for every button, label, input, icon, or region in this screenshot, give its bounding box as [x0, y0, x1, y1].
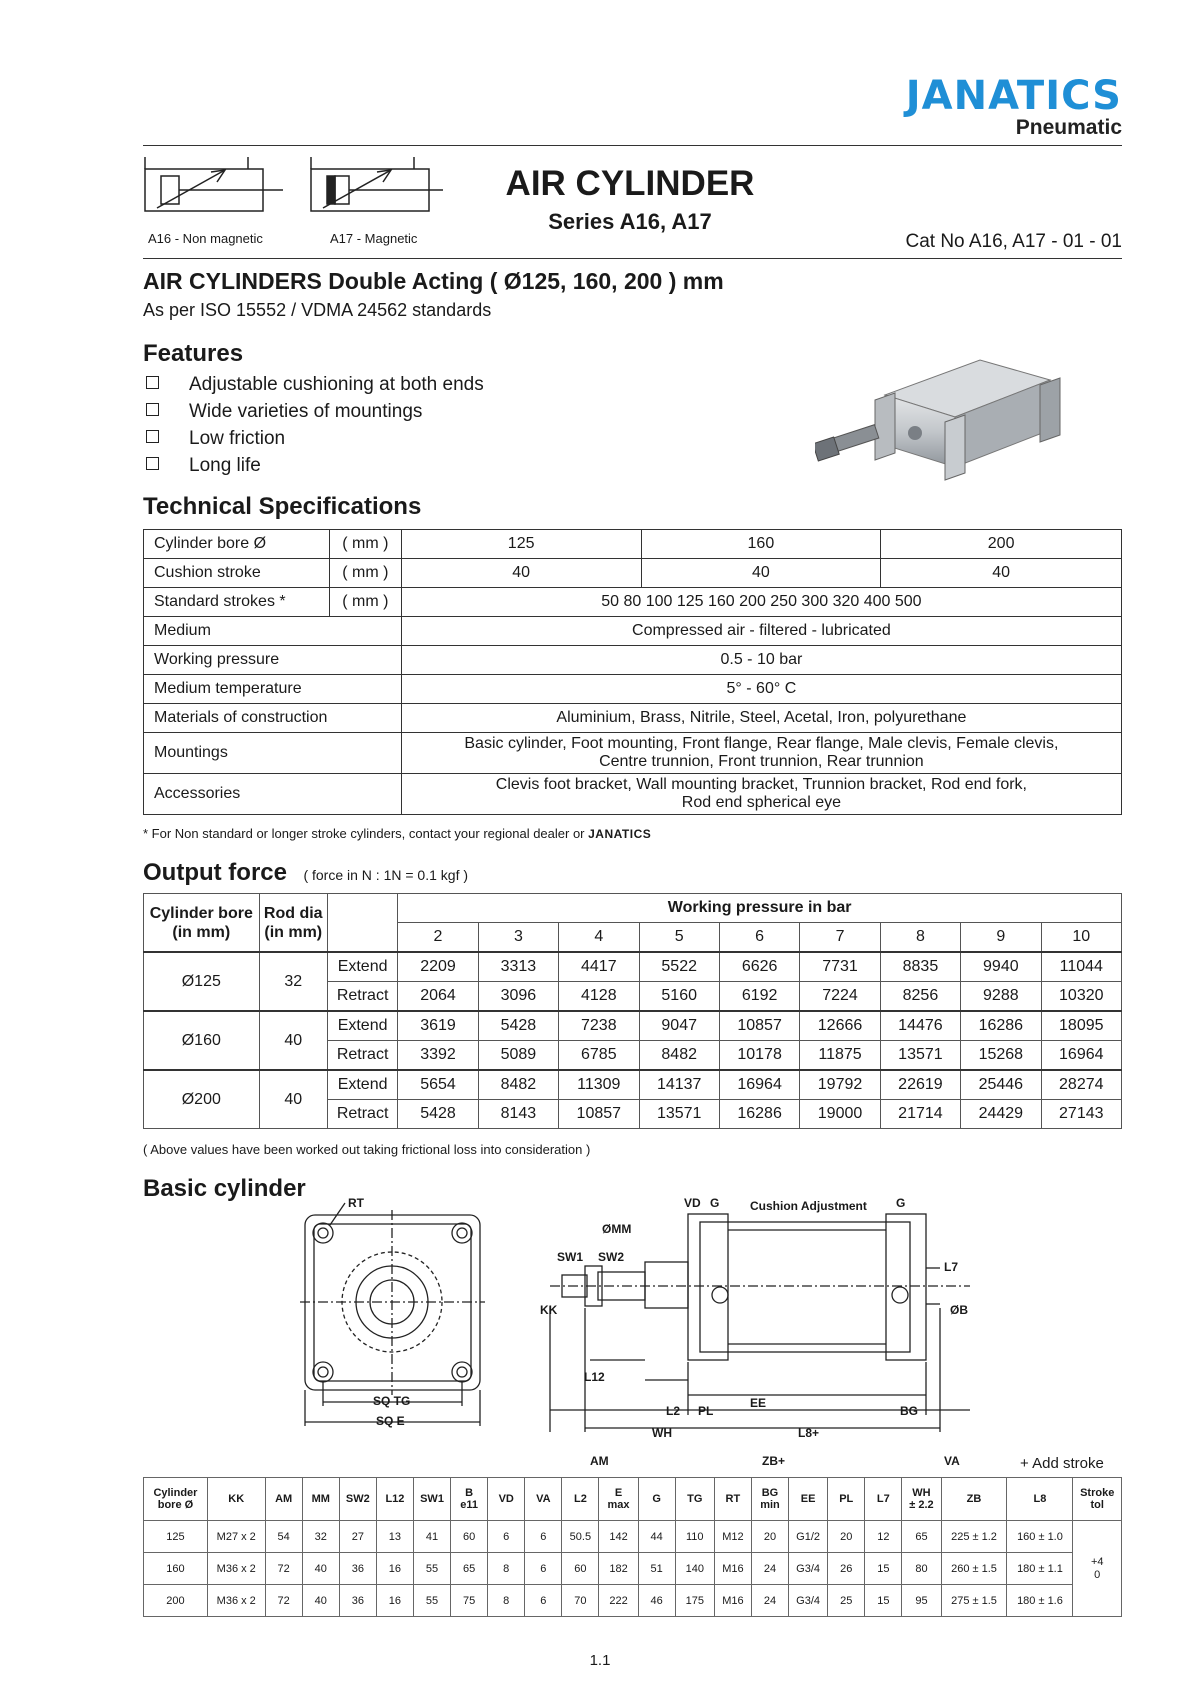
page-title: AIR CYLINDER — [505, 164, 755, 203]
side-view-drawing — [540, 1200, 990, 1480]
force-cell: 6192 — [719, 982, 799, 1012]
table-row — [144, 675, 1122, 704]
dims-cell: G1/2 — [789, 1521, 828, 1553]
force-cell: 25446 — [961, 1070, 1041, 1100]
dims-col-header: BG min — [751, 1478, 788, 1521]
force-cell: 3096 — [478, 982, 558, 1012]
label-am: AM — [590, 1454, 609, 1468]
label-zb: ZB+ — [762, 1454, 786, 1468]
direction-cell: Extend — [327, 1011, 397, 1041]
spec-value: 40 — [641, 559, 881, 588]
dims-cell: 51 — [638, 1553, 675, 1585]
force-cell: 16286 — [961, 1011, 1041, 1041]
dims-col-header: Cylinder bore Ø — [144, 1478, 208, 1521]
dims-cell: 46 — [638, 1585, 675, 1617]
table-row — [144, 733, 1122, 774]
pressure-header: 8 — [880, 923, 960, 953]
force-cell: 2064 — [398, 982, 478, 1012]
spec-label: Accessories — [144, 774, 402, 815]
force-cell: 3392 — [398, 1041, 478, 1071]
series-title: Series A16, A17 — [548, 209, 712, 234]
catalog-number: Cat No A16, A17 - 01 - 01 — [905, 231, 1122, 252]
col-header-rod: Rod dia (in mm) — [259, 894, 327, 953]
force-cell: 21714 — [880, 1100, 960, 1129]
label-kk: KK — [540, 1303, 558, 1317]
dims-cell: M16 — [714, 1585, 751, 1617]
dims-cell: 160 — [144, 1553, 208, 1585]
dims-cell: 95 — [902, 1585, 941, 1617]
dims-cell: 15 — [865, 1553, 902, 1585]
force-cell: 5089 — [478, 1041, 558, 1071]
pressure-header: 7 — [800, 923, 880, 953]
force-cell: 24429 — [961, 1100, 1041, 1129]
header-rule-bottom — [143, 258, 1122, 259]
pressure-header: 2 — [398, 923, 478, 953]
table-row — [144, 646, 1122, 675]
dims-cell: 55 — [413, 1553, 450, 1585]
label-l8: L8+ — [798, 1426, 820, 1440]
symbol-label-a16: A16 - Non magnetic — [148, 231, 263, 246]
dims-col-header: WH ± 2.2 — [902, 1478, 941, 1521]
force-cell: 16964 — [1041, 1041, 1121, 1071]
cylinder-product-image — [815, 345, 1070, 495]
dims-cell: 260 ± 1.5 — [941, 1553, 1007, 1585]
dims-cell: G3/4 — [789, 1553, 828, 1585]
force-cell: 15268 — [961, 1041, 1041, 1071]
header-rule-top — [143, 145, 1122, 146]
table-row — [144, 617, 1122, 646]
table-row — [144, 1011, 1122, 1041]
dims-cell: 8 — [488, 1585, 525, 1617]
feature-item: Wide varieties of mountings — [146, 401, 422, 423]
dims-cell: 15 — [865, 1585, 902, 1617]
force-cell: 5428 — [478, 1011, 558, 1041]
spec-value: Compressed air - filtered - lubricated — [401, 617, 1121, 646]
direction-cell: Extend — [327, 952, 397, 982]
spec-value: Aluminium, Brass, Nitrile, Steel, Acetal, Iron, polyurethane — [401, 704, 1121, 733]
output-heading: Output force — [143, 859, 287, 886]
checkbox-icon — [146, 376, 159, 389]
features-heading: Features — [143, 340, 244, 367]
dims-cell: 50.5 — [562, 1521, 599, 1553]
force-cell: 27143 — [1041, 1100, 1121, 1129]
rod-cell: 40 — [259, 1070, 327, 1129]
dims-col-header: G — [638, 1478, 675, 1521]
dims-col-header: SW1 — [413, 1478, 450, 1521]
force-cell: 13571 — [880, 1041, 960, 1071]
force-cell: 5522 — [639, 952, 719, 982]
pressure-header: 5 — [639, 923, 719, 953]
pressure-header: 3 — [478, 923, 558, 953]
dims-cell: 6 — [525, 1585, 562, 1617]
dims-col-header: RT — [714, 1478, 751, 1521]
checkbox-icon — [146, 457, 159, 470]
dims-cell: M12 — [714, 1521, 751, 1553]
spec-unit: ( mm ) — [329, 530, 401, 559]
table-row — [144, 894, 1122, 923]
dims-cell: 65 — [451, 1553, 488, 1585]
cylinder-symbols-icon — [143, 152, 443, 230]
force-cell: 3313 — [478, 952, 558, 982]
force-cell: 8835 — [880, 952, 960, 982]
rod-cell: 32 — [259, 952, 327, 1011]
spec-value: 40 — [881, 559, 1122, 588]
force-cell: 10857 — [559, 1100, 639, 1129]
label-g2: G — [896, 1196, 906, 1210]
spec-value: 125 — [401, 530, 641, 559]
page-number: 1.1 — [589, 1652, 611, 1669]
direction-cell: Extend — [327, 1070, 397, 1100]
dims-cell: 225 ± 1.2 — [941, 1521, 1007, 1553]
dims-col-header: KK — [207, 1478, 265, 1521]
col-header-pressure: Working pressure in bar — [398, 894, 1122, 923]
dims-cell: 70 — [562, 1585, 599, 1617]
force-cell: 14137 — [639, 1070, 719, 1100]
dims-cell: 275 ± 1.5 — [941, 1585, 1007, 1617]
force-cell: 4417 — [559, 952, 639, 982]
spec-label: Mountings — [144, 733, 402, 774]
force-cell: 18095 — [1041, 1011, 1121, 1041]
label-g1: G — [710, 1196, 720, 1210]
table-row — [144, 588, 1122, 617]
force-cell: 11044 — [1041, 952, 1121, 982]
force-cell: 5160 — [639, 982, 719, 1012]
force-cell: 10178 — [719, 1041, 799, 1071]
label-sw1: SW1 — [557, 1250, 584, 1264]
dims-col-header: AM — [265, 1478, 302, 1521]
spec-value: 160 — [641, 530, 881, 559]
col-header-blank — [327, 894, 397, 953]
spec-unit: ( mm ) — [329, 588, 401, 617]
dims-cell: M27 x 2 — [207, 1521, 265, 1553]
dims-cell: 65 — [902, 1521, 941, 1553]
dims-col-header: EE — [789, 1478, 828, 1521]
dims-col-header: B e11 — [451, 1478, 488, 1521]
force-cell: 7224 — [800, 982, 880, 1012]
dims-cell: 16 — [376, 1585, 413, 1617]
dims-cell: 6 — [525, 1553, 562, 1585]
dims-col-header: PL — [828, 1478, 865, 1521]
spec-value: 40 — [401, 559, 641, 588]
force-cell: 6785 — [559, 1041, 639, 1071]
feature-item: Long life — [146, 455, 261, 477]
dims-cell: 20 — [828, 1521, 865, 1553]
table-row — [144, 774, 1122, 815]
dims-col-header: VD — [488, 1478, 525, 1521]
dims-cell: 180 ± 1.1 — [1007, 1553, 1073, 1585]
dims-cell: 32 — [302, 1521, 339, 1553]
table-row — [144, 1585, 1122, 1617]
force-cell: 22619 — [880, 1070, 960, 1100]
spec-label: Materials of construction — [144, 704, 402, 733]
dims-cell: 60 — [451, 1521, 488, 1553]
dims-cell: 125 — [144, 1521, 208, 1553]
dimensions-table — [143, 1477, 1122, 1617]
dims-cell: 110 — [675, 1521, 714, 1553]
label-pl: PL — [698, 1404, 714, 1418]
force-cell: 10857 — [719, 1011, 799, 1041]
force-cell: 9047 — [639, 1011, 719, 1041]
feature-item: Low friction — [146, 428, 285, 450]
dims-cell: 40 — [302, 1553, 339, 1585]
symbol-label-a17: A17 - Magnetic — [330, 231, 418, 246]
table-row — [144, 1553, 1122, 1585]
force-cell: 5428 — [398, 1100, 478, 1129]
label-cushion: Cushion Adjustment — [750, 1199, 867, 1213]
dims-col-header: SW2 — [339, 1478, 376, 1521]
dims-cell: 75 — [451, 1585, 488, 1617]
force-cell: 12666 — [800, 1011, 880, 1041]
checkbox-icon — [146, 403, 159, 416]
dims-cell: 13 — [376, 1521, 413, 1553]
dims-col-header: L2 — [562, 1478, 599, 1521]
dims-cell: 54 — [265, 1521, 302, 1553]
dims-col-header: E max — [599, 1478, 638, 1521]
dims-cell: 16 — [376, 1553, 413, 1585]
dims-col-header: MM — [302, 1478, 339, 1521]
dims-cell: 60 — [562, 1553, 599, 1585]
bore-cell: Ø200 — [144, 1070, 260, 1129]
force-cell: 8143 — [478, 1100, 558, 1129]
dims-cell: 55 — [413, 1585, 450, 1617]
dims-cell: 24 — [751, 1553, 788, 1585]
dims-cell: 140 — [675, 1553, 714, 1585]
force-cell: 19000 — [800, 1100, 880, 1129]
pressure-header: 9 — [961, 923, 1041, 953]
dims-col-header: VA — [525, 1478, 562, 1521]
label-b: ØB — [950, 1303, 968, 1317]
specs-table — [143, 529, 1122, 815]
checkbox-icon — [146, 430, 159, 443]
spec-label: Standard strokes * — [144, 588, 330, 617]
dims-cell: 12 — [865, 1521, 902, 1553]
output-subheading: ( force in N : 1N = 0.1 kgf ) — [303, 867, 469, 883]
dims-cell: 27 — [339, 1521, 376, 1553]
dims-cell: 80 — [902, 1553, 941, 1585]
dims-cell: 44 — [638, 1521, 675, 1553]
table-row — [144, 952, 1122, 982]
dims-cell: G3/4 — [789, 1585, 828, 1617]
force-cell: 8482 — [639, 1041, 719, 1071]
force-cell: 10320 — [1041, 982, 1121, 1012]
dims-cell: 182 — [599, 1553, 638, 1585]
label-wh: WH — [652, 1426, 672, 1440]
feature-item: Adjustable cushioning at both ends — [146, 374, 484, 396]
rod-cell: 40 — [259, 1011, 327, 1070]
label-vd: VD — [684, 1196, 701, 1210]
dims-cell: 25 — [828, 1585, 865, 1617]
dims-cell: 41 — [413, 1521, 450, 1553]
dims-col-header: TG — [675, 1478, 714, 1521]
force-cell: 19792 — [800, 1070, 880, 1100]
spec-value: 200 — [881, 530, 1122, 559]
force-cell: 28274 — [1041, 1070, 1121, 1100]
dims-cell: 222 — [599, 1585, 638, 1617]
label-l12: L12 — [584, 1370, 605, 1384]
pressure-header: 4 — [559, 923, 639, 953]
dims-cell: 8 — [488, 1553, 525, 1585]
table-row — [144, 559, 1122, 588]
pressure-header: 6 — [719, 923, 799, 953]
force-cell: 11875 — [800, 1041, 880, 1071]
spec-value: 5° - 60° C — [401, 675, 1121, 704]
spec-label: Medium temperature — [144, 675, 402, 704]
table-row — [144, 1070, 1122, 1100]
output-footnote: ( Above values have been worked out taking frictional loss into consideration ) — [143, 1142, 591, 1157]
dims-cell: M36 x 2 — [207, 1585, 265, 1617]
dims-cell: 6 — [525, 1521, 562, 1553]
force-cell: 14476 — [880, 1011, 960, 1041]
label-rt: RT — [348, 1196, 364, 1210]
bore-cell: Ø160 — [144, 1011, 260, 1070]
label-sqe: SQ E — [376, 1414, 405, 1428]
dims-cell: 72 — [265, 1585, 302, 1617]
dims-cell: 24 — [751, 1585, 788, 1617]
dims-col-header: Stroke tol — [1073, 1478, 1122, 1521]
label-va: VA — [944, 1454, 960, 1468]
dims-cell: 20 — [751, 1521, 788, 1553]
dims-col-header: L12 — [376, 1478, 413, 1521]
output-heading-row — [143, 859, 468, 887]
force-cell: 8482 — [478, 1070, 558, 1100]
dims-cell: 72 — [265, 1553, 302, 1585]
dims-col-header: L7 — [865, 1478, 902, 1521]
label-l7: L7 — [944, 1260, 959, 1274]
force-cell: 11309 — [559, 1070, 639, 1100]
dims-cell: M16 — [714, 1553, 751, 1585]
force-cell: 7731 — [800, 952, 880, 982]
table-row — [144, 530, 1122, 559]
direction-cell: Retract — [327, 1100, 397, 1129]
output-force-table — [143, 893, 1122, 1129]
spec-value: 50 80 100 125 160 200 250 300 320 400 500 — [401, 588, 1121, 617]
dims-cell: 142 — [599, 1521, 638, 1553]
table-row — [144, 1521, 1122, 1553]
intro-standard: As per ISO 15552 / VDMA 24562 standards — [143, 300, 492, 320]
force-cell: 4128 — [559, 982, 639, 1012]
direction-cell: Retract — [327, 982, 397, 1012]
force-cell: 16964 — [719, 1070, 799, 1100]
label-mm: ØMM — [602, 1222, 632, 1236]
footnote-brand-logo: JANATICS — [588, 827, 652, 841]
force-cell: 6626 — [719, 952, 799, 982]
spec-unit: ( mm ) — [329, 559, 401, 588]
dims-cell: 36 — [339, 1585, 376, 1617]
force-cell: 5654 — [398, 1070, 478, 1100]
basic-heading: Basic cylinder — [143, 1175, 306, 1202]
table-row — [144, 1478, 1122, 1521]
dims-cell: M36 x 2 — [207, 1553, 265, 1585]
label-bg: BG — [900, 1404, 918, 1418]
spec-value: Basic cylinder, Foot mounting, Front flange, Rear flange, Male clevis, Female clevis, Centre trunnion, Front trunnion, Rear trunnion — [401, 733, 1121, 774]
force-cell: 9288 — [961, 982, 1041, 1012]
brand-subtitle: Pneumatic — [1015, 116, 1122, 139]
dims-cell: 6 — [488, 1521, 525, 1553]
brand-logo: JANATICS — [905, 73, 1122, 119]
pressure-header: 10 — [1041, 923, 1121, 953]
direction-cell: Retract — [327, 1041, 397, 1071]
spec-label: Medium — [144, 617, 402, 646]
label-l2: L2 — [666, 1404, 681, 1418]
force-cell: 13571 — [639, 1100, 719, 1129]
intro-heading: AIR CYLINDERS Double Acting ( Ø125, 160, 200 ) mm — [143, 268, 724, 294]
force-cell: 8256 — [880, 982, 960, 1012]
dims-cell: 175 — [675, 1585, 714, 1617]
specs-heading: Technical Specifications — [143, 493, 422, 520]
dims-cell: 36 — [339, 1553, 376, 1585]
table-row — [144, 704, 1122, 733]
label-sw2: SW2 — [598, 1250, 625, 1264]
spec-label: Working pressure — [144, 646, 402, 675]
dims-cell: 200 — [144, 1585, 208, 1617]
add-stroke-note: + Add stroke — [1020, 1455, 1104, 1472]
force-cell: 9940 — [961, 952, 1041, 982]
bore-cell: Ø125 — [144, 952, 260, 1011]
dims-cell: 26 — [828, 1553, 865, 1585]
force-cell: 3619 — [398, 1011, 478, 1041]
force-cell: 7238 — [559, 1011, 639, 1041]
spec-label: Cushion stroke — [144, 559, 330, 588]
force-cell: 16286 — [719, 1100, 799, 1129]
spec-value: 0.5 - 10 bar — [401, 646, 1121, 675]
label-ee: EE — [750, 1396, 767, 1410]
force-cell: 2209 — [398, 952, 478, 982]
spec-label: Cylinder bore Ø — [144, 530, 330, 559]
dims-cell: 160 ± 1.0 — [1007, 1521, 1073, 1553]
spec-value: Clevis foot bracket, Wall mounting bracket, Trunnion bracket, Rod end fork, Rod end spherical eye — [401, 774, 1121, 815]
specs-footnote: * For Non standard or longer stroke cylinders, contact your regional dealer or JANATICS — [143, 826, 652, 841]
col-header-bore: Cylinder bore (in mm) — [144, 894, 260, 953]
dims-cell: 40 — [302, 1585, 339, 1617]
dims-cell: 180 ± 1.6 — [1007, 1585, 1073, 1617]
label-sqtg: SQ TG — [373, 1394, 411, 1408]
dims-col-header: ZB — [941, 1478, 1007, 1521]
stroke-tolerance-cell: +4 0 — [1073, 1521, 1122, 1617]
dims-col-header: L8 — [1007, 1478, 1073, 1521]
